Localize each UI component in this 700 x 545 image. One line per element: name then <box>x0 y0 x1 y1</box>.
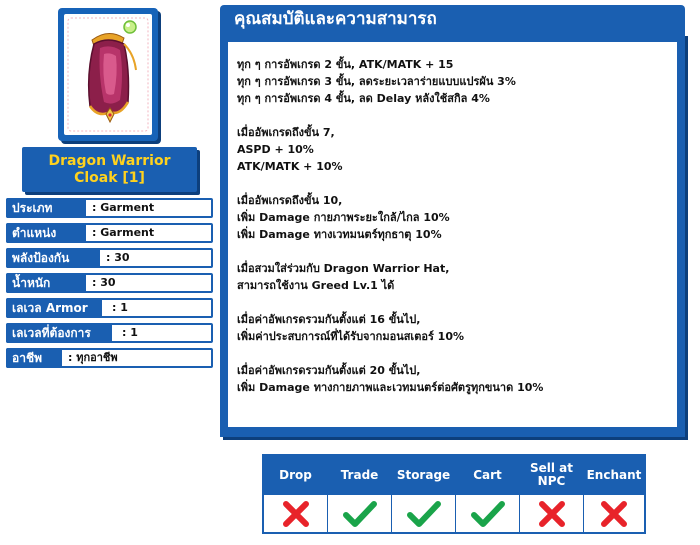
trade-cell-trade <box>328 495 391 532</box>
stat-value-required-level: : 1 <box>122 326 138 339</box>
trade-cell-cart <box>456 495 519 532</box>
description-line: เมื่อค่าอัพเกรดรวมกันตั้งแต่ 20 ขั้นไป, <box>237 364 421 377</box>
trade-header-drop: Drop <box>279 467 312 482</box>
stat-value-type: : Garment <box>92 201 155 214</box>
description-spacer <box>237 175 669 192</box>
stat-value-weight: : 30 <box>92 276 116 289</box>
stat-label-required-level: เลเวลที่ต้องการ <box>6 323 112 343</box>
trade-cell-storage <box>392 495 455 532</box>
check-icon <box>470 499 506 529</box>
stat-row-job <box>6 348 213 368</box>
stat-row-armor-level <box>6 298 213 318</box>
stat-label-armor-level: เลเวล Armor <box>6 298 102 318</box>
stat-row-type <box>6 198 213 218</box>
description-line: ASPD + 10% <box>237 143 314 156</box>
description-line: เพิ่ม Damage กายภาพระยะใกล้/ไกล 10% <box>237 211 450 224</box>
description-line: เมื่ออัพเกรดถึงขั้น 10, <box>237 194 343 207</box>
stat-label-weight: น้ำหนัก <box>6 273 86 293</box>
description-panel <box>220 33 685 437</box>
stat-label-job: อาชีพ <box>6 348 62 368</box>
stat-value-armor-level: : 1 <box>112 301 128 314</box>
cross-icon <box>599 499 629 529</box>
cross-icon <box>537 499 567 529</box>
stat-label-defense: พลังป้องกัน <box>6 248 100 268</box>
description-line: เพิ่ม Damage ทางเวทมนตร์ทุกธาตุ 10% <box>237 228 442 241</box>
cloak-item-icon <box>64 14 152 135</box>
stat-value-slot: : Garment <box>92 226 155 239</box>
stat-row-weight <box>6 273 213 293</box>
stat-value-job: : ทุกอาชีพ <box>68 351 118 364</box>
description-line: ทุก ๆ การอัพเกรด 4 ขั้น, ลด Delay หลังใช้สกิล 4% <box>237 92 490 105</box>
description-line: เพิ่มค่าประสบการณ์ที่ได้รับจากมอนสเตอร์ 10% <box>237 330 465 343</box>
description-spacer <box>237 243 669 260</box>
description-line: เมื่อค่าอัพเกรดรวมกันตั้งแต่ 16 ขั้นไป, <box>237 313 421 326</box>
description-line: สามารถใช้งาน Greed Lv.1 ได้ <box>237 279 395 292</box>
check-icon <box>406 499 442 529</box>
item-image-frame <box>64 14 152 135</box>
description-line: เพิ่ม Damage ทางกายภาพและเวทมนตร์ต่อศัตรูทุกขนาด 10% <box>237 381 544 394</box>
stat-label-type: ประเภท <box>6 198 86 218</box>
trade-cell-enchant <box>584 495 644 532</box>
description-line: เมื่อสวมใส่ร่วมกับ Dragon Warrior Hat, <box>237 262 450 275</box>
stat-value-defense: : 30 <box>106 251 130 264</box>
trade-header-storage: Storage <box>396 467 451 482</box>
description-spacer <box>237 294 669 311</box>
trade-header-trade: Trade <box>340 467 379 482</box>
trade-header-sell-npc: Sell at NPC <box>529 461 574 488</box>
description-spacer <box>237 345 669 362</box>
stat-label-slot: ตำแหน่ง <box>6 223 86 243</box>
trade-header-enchant: Enchant <box>586 467 642 482</box>
description-line: ทุก ๆ การอัพเกรด 3 ขั้น, ลดระยะเวลาร่ายแบบแปรผัน 3% <box>237 75 516 88</box>
trade-header-cart: Cart <box>473 467 502 482</box>
check-icon <box>342 499 378 529</box>
description-line: ทุก ๆ การอัพเกรด 2 ขั้น, ATK/MATK + 15 <box>237 58 454 71</box>
trade-cell-sell-npc <box>520 495 583 532</box>
description-body <box>228 42 677 427</box>
trade-permissions-table <box>262 454 646 534</box>
description-line: ATK/MATK + 10% <box>237 160 343 173</box>
description-spacer <box>237 107 669 124</box>
stat-row-required-level <box>6 323 213 343</box>
description-line: เมื่ออัพเกรดถึงขั้น 7, <box>237 126 335 139</box>
stat-row-defense <box>6 248 213 268</box>
cross-icon <box>281 499 311 529</box>
trade-cell-drop <box>264 495 327 532</box>
item-name: Dragon Warrior Cloak [1] <box>22 147 197 192</box>
stat-row-slot <box>6 223 213 243</box>
description-title: คุณสมบัติและความสามารถ <box>220 5 685 33</box>
item-card <box>58 8 158 141</box>
